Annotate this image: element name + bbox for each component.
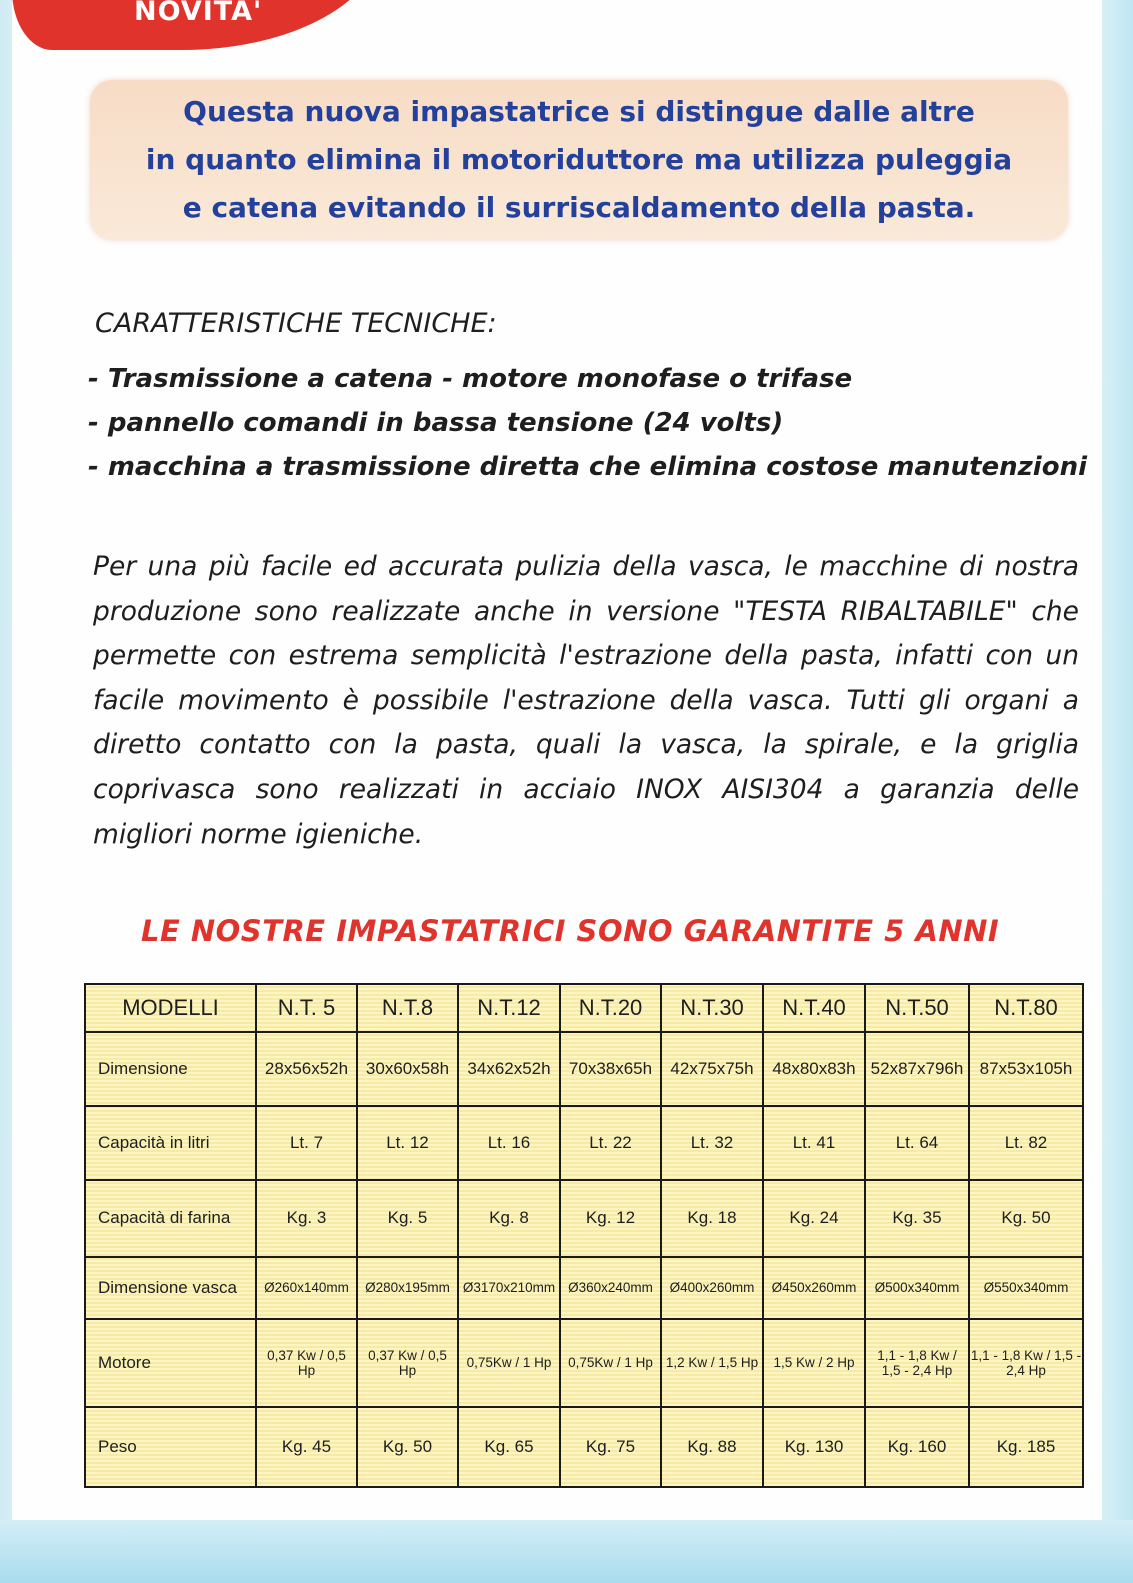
table-cell: Lt. 12: [357, 1106, 458, 1180]
spec-table: [84, 983, 1084, 1488]
table-cell: 0,37 Kw / 0,5 Hp: [357, 1319, 458, 1407]
table-row: [85, 1032, 1083, 1106]
table-cell: Ø400x260mm: [661, 1257, 763, 1319]
table-row: [85, 1407, 1083, 1487]
table-row: [85, 1180, 1083, 1256]
table-cell: Ø360x240mm: [560, 1257, 661, 1319]
features-heading: CARATTERISTICHE TECNICHE:: [95, 308, 497, 339]
header-cell-model: N.T. 5: [256, 984, 357, 1032]
table-cell: Kg. 130: [763, 1407, 865, 1487]
feature-item: - macchina a trasmissione diretta che elimina costose manutenzioni: [88, 452, 1087, 482]
table-cell: Ø3170x210mm: [458, 1257, 560, 1319]
table-cell: Kg. 3: [256, 1180, 357, 1256]
feature-item: - Trasmissione a catena - motore monofase o trifase: [88, 364, 853, 394]
table-cell: Kg. 50: [969, 1180, 1083, 1256]
table-cell: 48x80x83h: [763, 1032, 865, 1106]
table-cell: 52x87x796h: [865, 1032, 969, 1106]
table-cell: Lt. 16: [458, 1106, 560, 1180]
table-cell: Kg. 75: [560, 1407, 661, 1487]
table-cell: Kg. 5: [357, 1180, 458, 1256]
intro-line: in quanto elimina il motoriduttore ma utilizza puleggia: [145, 143, 1013, 176]
table-cell: 1,1 - 1,8 Kw / 1,5 - 2,4 Hp: [969, 1319, 1083, 1407]
guarantee-title: LE NOSTRE IMPASTATRICI SONO GARANTITE 5 ANNI: [141, 914, 1000, 948]
table-cell: Ø280x195mm: [357, 1257, 458, 1319]
feature-item: - pannello comandi in bassa tensione (24 volts): [88, 408, 784, 438]
header-cell-model: N.T.8: [357, 984, 458, 1032]
table-cell: 1,1 - 1,8 Kw / 1,5 - 2,4 Hp: [865, 1319, 969, 1407]
description-paragraph: Per una più facile ed accurata pulizia della vasca, le macchine di nostra produzione sono realizzate anche in versione "TESTA RIBALTABILE" che permette con estrema semplicità l'estrazione della pasta, infatti con un facile movimento è possibile l'estrazione della vasca. Tutti gli organi a diretto contatto con la pasta, quali la vasca, la spirale, e la griglia coprivasca sono realizzati in acciaio INOX AISI304 a garanzia delle migliori norme igieniche.: [93, 551, 1079, 850]
table-cell: Lt. 22: [560, 1106, 661, 1180]
table-cell: Lt. 41: [763, 1106, 865, 1180]
table-cell: Kg. 185: [969, 1407, 1083, 1487]
table-cell: 70x38x65h: [560, 1032, 661, 1106]
table-cell: Lt. 32: [661, 1106, 763, 1180]
table-cell: Kg. 88: [661, 1407, 763, 1487]
table-cell: 0,37 Kw / 0,5 Hp: [256, 1319, 357, 1407]
header-cell-model: N.T.80: [969, 984, 1083, 1032]
table-cell: Ø550x340mm: [969, 1257, 1083, 1319]
header-cell-model: N.T.40: [763, 984, 865, 1032]
table-cell: Kg. 18: [661, 1180, 763, 1256]
bottom-band: [0, 1520, 1133, 1583]
novita-label: NOVITA': [134, 0, 263, 27]
table-cell: Kg. 50: [357, 1407, 458, 1487]
table-cell: 1,5 Kw / 2 Hp: [763, 1319, 865, 1407]
row-label: Dimensione vasca: [85, 1257, 256, 1319]
header-cell-model: N.T.50: [865, 984, 969, 1032]
table-cell: 1,2 Kw / 1,5 Hp: [661, 1319, 763, 1407]
row-label: Motore: [85, 1319, 256, 1407]
table-cell: 87x53x105h: [969, 1032, 1083, 1106]
table-cell: Kg. 45: [256, 1407, 357, 1487]
intro-line: e catena evitando il surriscaldamento della pasta.: [182, 191, 976, 224]
table-cell: Kg. 8: [458, 1180, 560, 1256]
header-cell-model: N.T.30: [661, 984, 763, 1032]
table-cell: Kg. 65: [458, 1407, 560, 1487]
table-cell: 0,75Kw / 1 Hp: [458, 1319, 560, 1407]
table-cell: Lt. 64: [865, 1106, 969, 1180]
table-cell: Kg. 24: [763, 1180, 865, 1256]
table-cell: 30x60x58h: [357, 1032, 458, 1106]
table-row: [85, 1319, 1083, 1407]
table-cell: 34x62x52h: [458, 1032, 560, 1106]
table-cell: Lt. 82: [969, 1106, 1083, 1180]
header-cell-model: N.T.12: [458, 984, 560, 1032]
table-row: [85, 1257, 1083, 1319]
header-cell-modelli: MODELLI: [85, 984, 256, 1032]
table-cell: Ø500x340mm: [865, 1257, 969, 1319]
table-cell: Ø450x260mm: [763, 1257, 865, 1319]
table-cell: Lt. 7: [256, 1106, 357, 1180]
table-cell: 42x75x75h: [661, 1032, 763, 1106]
table-cell: Kg. 160: [865, 1407, 969, 1487]
table-cell: 0,75Kw / 1 Hp: [560, 1319, 661, 1407]
table-cell: Kg. 35: [865, 1180, 969, 1256]
row-label: Peso: [85, 1407, 256, 1487]
row-label: Capacità in litri: [85, 1106, 256, 1180]
row-label: Dimensione: [85, 1032, 256, 1106]
table-cell: 28x56x52h: [256, 1032, 357, 1106]
feature-list: [88, 357, 1087, 489]
table-row: [85, 1106, 1083, 1180]
intro-line: Questa nuova impastatrice si distingue dalle altre: [183, 95, 975, 128]
table-cell: Kg. 12: [560, 1180, 661, 1256]
row-label: Capacità di farina: [85, 1180, 256, 1256]
table-cell: Ø260x140mm: [256, 1257, 357, 1319]
table-header-row: [85, 984, 1083, 1032]
intro-box: [90, 80, 1068, 240]
header-cell-model: N.T.20: [560, 984, 661, 1032]
